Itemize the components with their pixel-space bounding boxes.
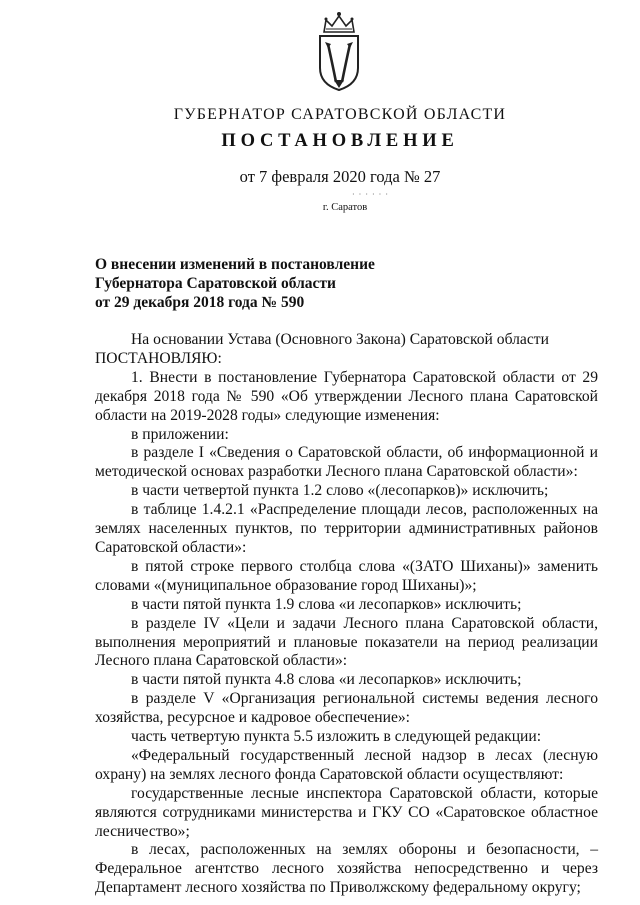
paragraph: в разделе IV «Цели и задачи Лесного плана Саратовской области, выполнения мероприятий и плановые показатели на период реализации Лесного плана Саратовской области»: <box>95 614 598 670</box>
paragraph: в разделе V «Организация региональной системы ведения лесного хозяйства, ресурсное и кадровое обеспечение»: <box>95 690 598 727</box>
paragraph: в лесах, расположенных на землях обороны и безопасности, – Федеральное агентство лесного хозяйства непосредственно и через Департамент лесного хозяйства по Приволжскому федеральному округу; <box>95 841 598 897</box>
paragraph: 1. Внести в постановление Губернатора Саратовской области от 29 декабря 2018 года № 590 «Об утверждении Лесного плана Саратовской области на 2019-2028 годы» следующие изменения: <box>95 368 598 424</box>
title-line: от 29 декабря 2018 года № 590 <box>95 294 305 311</box>
paragraph: в разделе I «Сведения о Саратовской области, об информационной и методической основах разработки Лесного плана Саратовской области»: <box>95 444 598 481</box>
paragraph: часть четвертую пункта 5.5 изложить в следующей редакции: <box>131 728 542 746</box>
paragraph: государственные лесные инспектора Саратовской области, которые являются сотрудниками министерства и ГКУ СО «Саратовское областное лесничество»; <box>95 784 598 840</box>
coat-of-arms-icon <box>314 10 364 94</box>
document-title <box>95 255 375 312</box>
document-city: г. Саратов <box>322 202 368 213</box>
paragraph: в части пятой пункта 4.8 слова «и лесопарков» исключить; <box>131 671 522 689</box>
decorative-dots: · · · · · · <box>352 190 389 199</box>
paragraph: в таблице 1.4.2.1 «Распределение площади лесов, расположенных на землях населенных пунктов, по территории административных районов Саратовской области»: <box>95 501 598 556</box>
paragraph: в части пятой пункта 1.9 слова «и лесопарков» исключить; <box>131 595 522 613</box>
title-line: Губернатора Саратовской области <box>95 275 336 292</box>
paragraph: На основании Устава (Основного Закона) Саратовской области <box>131 331 549 348</box>
document-body <box>95 331 598 898</box>
paragraph: в части четвертой пункта 1.2 слово «(лесопарков)» исключить; <box>131 482 549 500</box>
paragraph: «Федеральный государственный лесной надзор в лесах (лесную охрану) на землях лесного фонда Саратовской области осуществляют: <box>95 746 598 783</box>
title-line: О внесении изменений в постановление <box>95 256 375 273</box>
document-type-heading: ПОСТАНОВЛЕНИЕ <box>221 131 459 151</box>
paragraph-decree: ПОСТАНОВЛЯЮ: <box>95 349 222 367</box>
paragraph: в пятой строке первого столбца слова «(ЗАТО Шиханы)» заменить словами «(муниципальное образование город Шиханы)»; <box>95 557 598 594</box>
document-date-number: от 7 февраля 2020 года № 27 <box>239 167 441 186</box>
issuer-heading: ГУБЕРНАТОР САРАТОВСКОЙ ОБЛАСТИ <box>173 106 507 123</box>
paragraph: в приложении: <box>131 425 229 443</box>
